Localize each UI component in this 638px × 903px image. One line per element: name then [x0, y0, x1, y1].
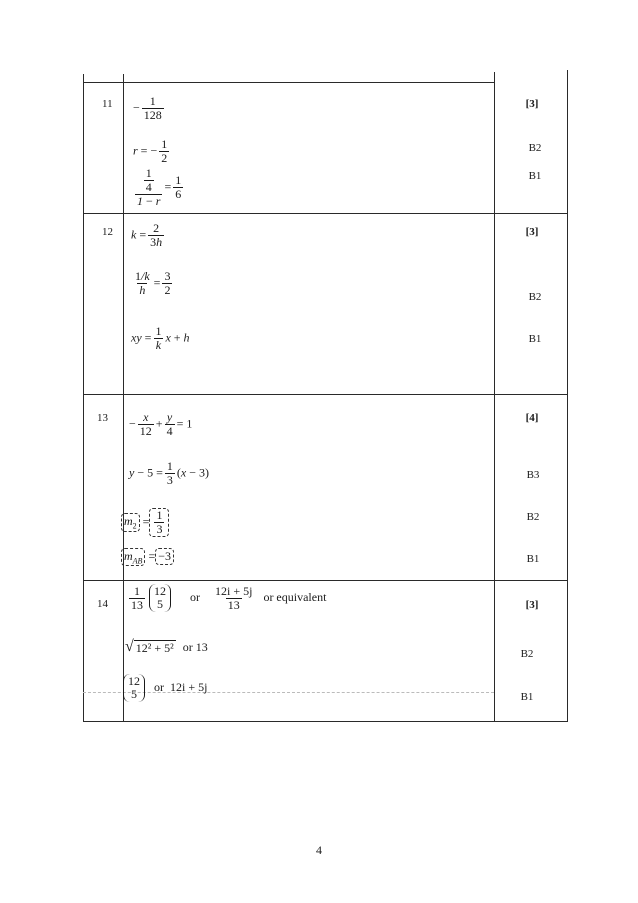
answer-line-3: xy = $\frac{1}{k}$ x + h [131, 324, 190, 352]
question-column-divider [123, 74, 124, 722]
method-mark-b2: B2 [528, 142, 542, 154]
page-number: 4 [316, 843, 322, 857]
method-mark-b2: B2 [528, 291, 542, 303]
method-mark-b2: B2 [526, 511, 540, 523]
answer-line-1: − $\frac{1}{128}$ [133, 94, 162, 122]
marks-column-divider [494, 72, 495, 722]
answer-line-3: $\frac{\frac{1}{4}}{1 - r}$ = $\frac{1}{6}$ [137, 166, 182, 208]
answer-line-1: − $\frac{x}{12}$ + $\frac{y}{4}$ = 1 [129, 410, 193, 438]
method-mark-b1: B1 [528, 333, 542, 345]
answer-line-2: r = − $\frac{1}{2}$ [133, 137, 168, 165]
total-mark: [3] [525, 599, 539, 611]
table-top-border [83, 82, 495, 83]
answer-line-1: k = $\frac{2}{3h}$ [131, 221, 163, 249]
method-mark-b1: B1 [528, 170, 542, 182]
total-mark: [3] [525, 226, 539, 238]
total-mark: [4] [525, 412, 539, 424]
table-right-border [567, 70, 568, 722]
answer-line-2: √ 12² + 5² or 13 [125, 638, 208, 655]
row-divider-12-13 [83, 394, 568, 395]
method-mark-b1: B1 [520, 691, 534, 703]
table-left-border [83, 74, 84, 722]
question-number: 13 [97, 412, 108, 424]
answer-line-1: $\frac{1}{13}$ 12 5 or $\frac{12i + 5j}{13}$ or equivalent [131, 583, 327, 612]
answer-line-3: $m_2$ = $\frac{1}{3}$ [121, 508, 169, 537]
question-number: 11 [102, 98, 113, 110]
answer-line-3: 12 5 or 12i + 5j [121, 674, 207, 702]
answer-line-4: $m_{AB} = -3$ [121, 548, 174, 566]
row-divider-11-12 [83, 213, 568, 214]
method-mark-b3: B3 [526, 469, 540, 481]
row-divider-13-14 [83, 580, 568, 581]
question-number: 14 [97, 598, 108, 610]
question-number: 12 [102, 226, 113, 238]
answer-line-2: $\frac{1/k}{h}$ = $\frac{3}{2}$ [135, 269, 171, 297]
method-mark-b1: B1 [526, 553, 540, 565]
table-bottom-border [83, 721, 568, 722]
answer-line-2: y − 5 = $\frac{1}{3}$ (x − 3) [129, 459, 209, 487]
method-mark-b2: B2 [520, 648, 534, 660]
total-mark: [3] [525, 98, 539, 110]
